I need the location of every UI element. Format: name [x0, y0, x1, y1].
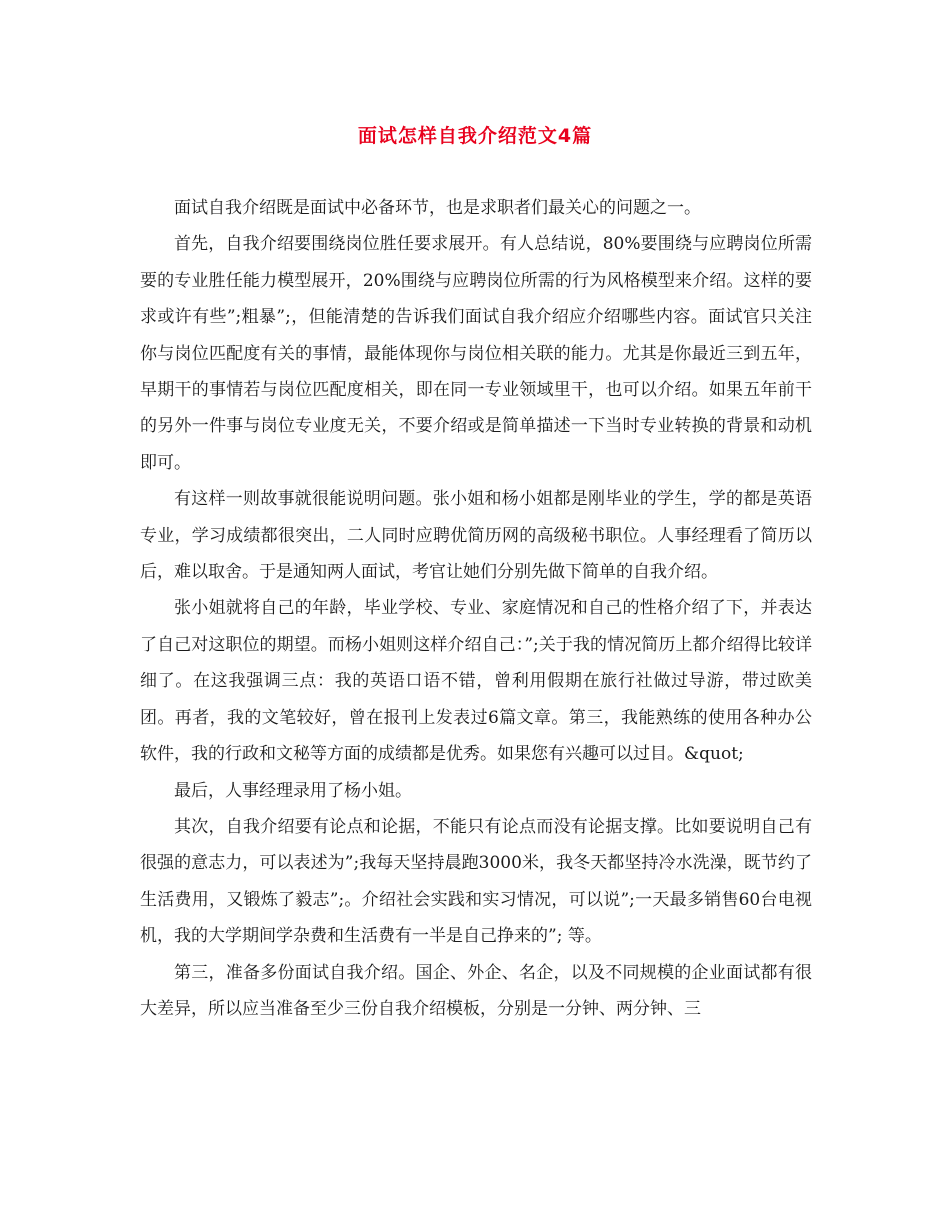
page-title: 面试怎样自我介绍范文4篇 [357, 125, 593, 147]
paragraph: 首先，自我介绍要围绕岗位胜任要求展开。有人总结说，80%要围绕与应聘岗位所需要的专业胜任能力模型展开，20%围绕与应聘岗位所需的行为风格模型来介绍。这样的要求或许有些”;粗暴”;，但能清楚的告诉我们面试自我介绍应介绍哪些内容。面试官只关注你与岗位匹配度有关的事情，最能体现你与岗位相关联的能力。尤其是你最近三到五年，早期干的事情若与岗位匹配度相关，即在同一专业领域里干，也可以介绍。如果五年前干的另外一件事与岗位专业度无关，不要介绍或是简单描述一下当时专业转换的背景和动机即可。 [140, 234, 812, 473]
paragraph: 有这样一则故事就很能说明问题。张小姐和杨小姐都是刚毕业的学生，学的都是英语专业，学习成绩都很突出，二人同时应聘优简历网的高级秘书职位。人事经理看了简历以后，难以取舍。于是通知两人面试，考官让她们分别先做下简单的自我介绍。 [140, 489, 812, 583]
paragraph: 面试自我介绍既是面试中必备环节，也是求职者们最关心的问题之一。 [174, 198, 701, 218]
paragraph: 张小姐就将自己的年龄，毕业学校、专业、家庭情况和自己的性格介绍了下，并表达了自己对这职位的期望。而杨小姐则这样介绍自己：”;关于我的情况简历上都介绍得比较详细了。在这我强调三点：我的英语口语不错，曾利用假期在旅行社做过导游，带过欧美团。再者，我的文笔较好，曾在报刊上发表过6篇文章。第三，我能熟练的使用各种办公软件，我的行政和文秘等方面的成绩都是优秀。如果您有兴趣可以过目。&quot; [140, 598, 812, 765]
paragraph: 最后，人事经理录用了杨小姐。 [174, 780, 412, 801]
document-body [140, 190, 812, 1027]
paragraph: 其次，自我介绍要有论点和论据，不能只有论点而没有论据支撑。比如要说明自己有很强的意志力，可以表述为”;我每天坚持晨跑3000米，我冬天都坚持冷水洗澡，既节约了生活费用，又锻炼了毅志”;。介绍社会实践和实习情况，可以说”;一天最多销售60台电视机，我的大学期间学杂费和生活费有一半是自己挣来的”; 等。 [140, 816, 812, 947]
paragraph: 第三，准备多份面试自我介绍。国企、外企、名企，以及不同规模的企业面试都有很大差异，所以应当准备至少三份自我介绍模板，分别是一分钟、两分钟、三 [140, 962, 812, 1019]
